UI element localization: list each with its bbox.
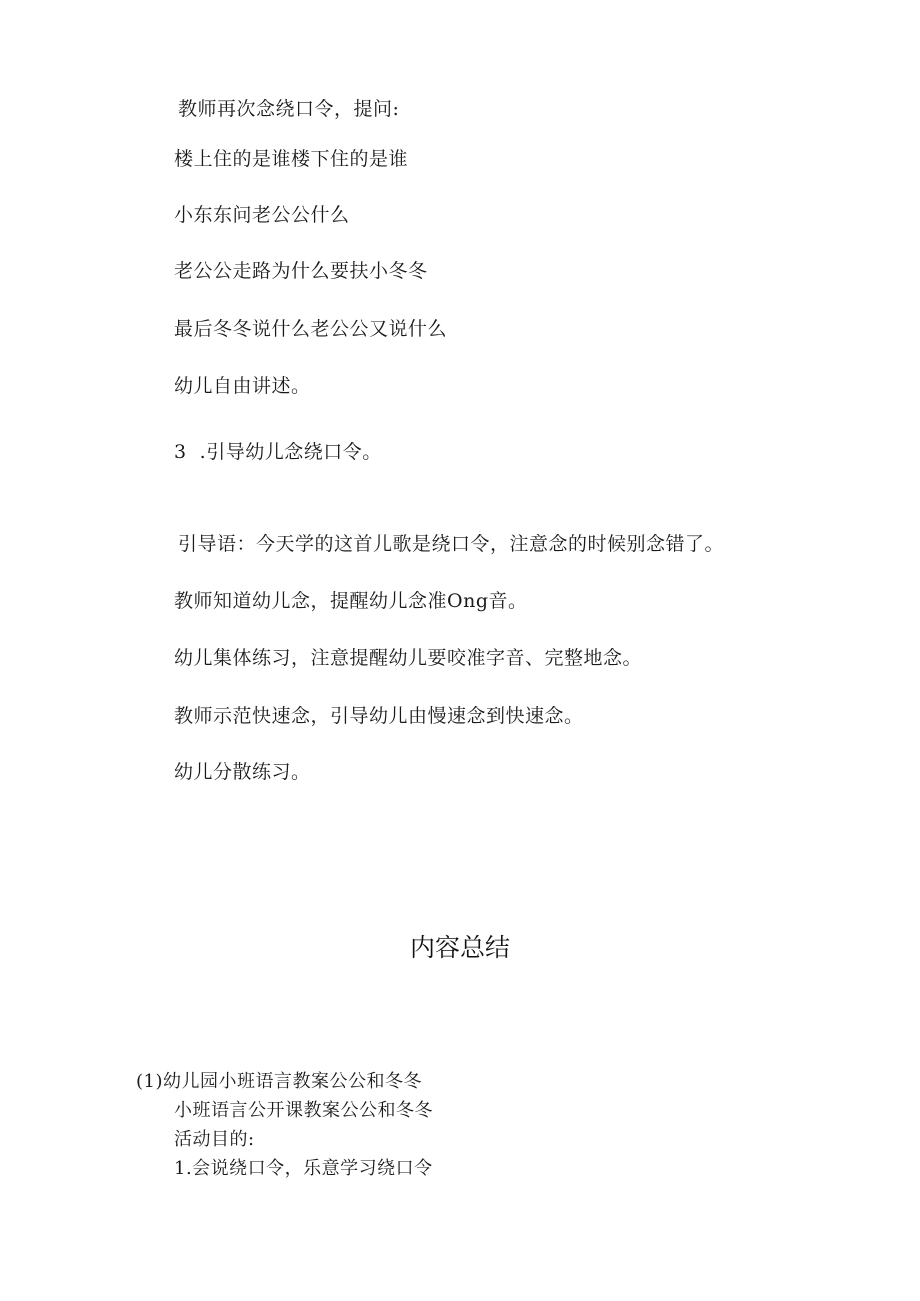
body-line-4: 老公公走路为什么要扶小冬冬	[174, 260, 428, 282]
body-line-3: 小东东问老公公什么	[174, 204, 350, 226]
body-line-1: 教师再次念绕口令，提问:	[178, 98, 400, 120]
summary-line-1: (1)幼儿园小班语言教案公公和冬冬	[136, 1071, 422, 1092]
body-line-8: 引导语：今天学的这首儿歌是绕口令，注意念的时候别念错了。	[178, 533, 725, 555]
body-line-11: 教师示范快速念，引导幼儿由慢速念到快速念。	[174, 705, 584, 727]
summary-line-2: 小班语言公开课教案公公和冬冬	[174, 1100, 433, 1121]
summary-heading: 内容总结	[409, 933, 510, 962]
summary-line-4: 1.会说绕口令，乐意学习绕口令	[174, 1158, 433, 1179]
body-line-12: 幼儿分散练习。	[174, 761, 311, 783]
body-line-6: 幼儿自由讲述。	[174, 375, 311, 397]
body-line-7: 3 .引导幼儿念绕口令。	[174, 441, 382, 463]
body-line-10: 幼儿集体练习，注意提醒幼儿要咬准字音、完整地念。	[174, 647, 643, 669]
body-line-5: 最后冬冬说什么老公公又说什么	[174, 318, 448, 340]
summary-line-3: 活动目的:	[174, 1129, 255, 1150]
body-line-2: 楼上住的是谁楼下住的是谁	[174, 148, 409, 170]
body-line-9: 教师知道幼儿念，提醒幼儿念准Ong音。	[174, 590, 528, 612]
